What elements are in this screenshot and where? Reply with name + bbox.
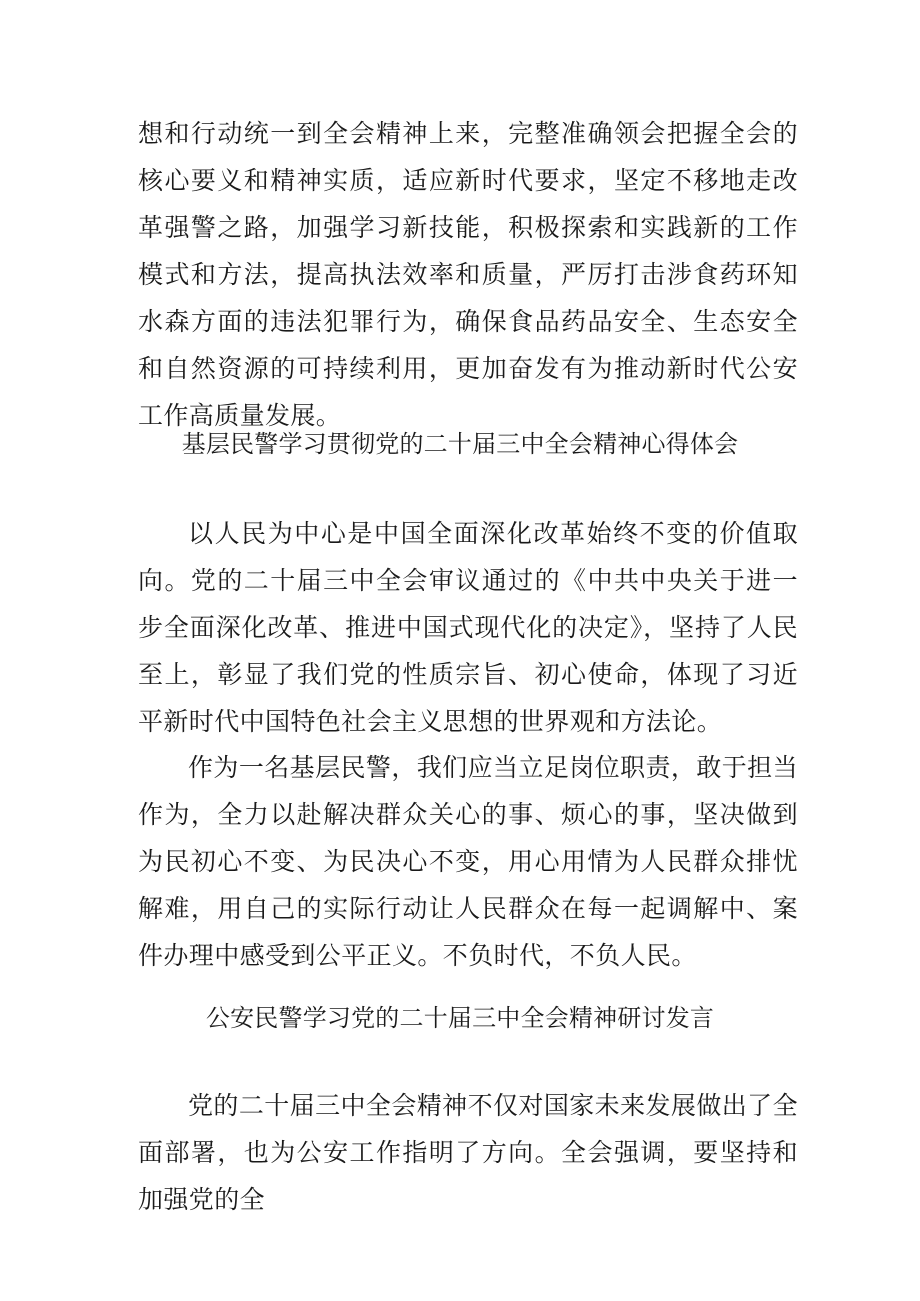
body-paragraph: 想和行动统一到全会精神上来，完整准确领会把握全会的核心要义和精神实质，适应新时代要求，坚定不移地走改革强警之路，加强学习新技能，积极探索和实践新的工作模式和方法，提高执法效率和质量，严厉打击涉食药环知水森方面的违法犯罪行为，确保食品药品安全、生态安全和自然资源的可持续利用，更加奋发有为推动新时代公安工作高质量发展。: [138, 119, 798, 430]
body-paragraph: 以人民为中心是中国全面深化改革始终不变的价值取向。党的二十届三中全会审议通过的《中共中央关于进一步全面深化改革、推进中国式现代化的决定》，坚持了人民至上，彰显了我们党的性质宗旨、初心使命，体现了习近平新时代中国特色社会主义思想的世界观和方法论。: [138, 519, 798, 736]
section-heading: 公安民警学习党的二十届三中全会精神研讨发言: [205, 1004, 715, 1032]
body-paragraph: 党的二十届三中全会精神不仅对国家未来发展做出了全面部署，也为公安工作指明了方向。全会强调，要坚持和加强党的全: [138, 1091, 798, 1214]
section-heading: 基层民警学习贯彻党的二十届三中全会精神心得体会: [181, 430, 739, 458]
body-paragraph: 作为一名基层民警，我们应当立足岗位职责，敢于担当作为，全力以赴解决群众关心的事、烦心的事，坚决做到为民初心不变、为民决心不变，用心用情为人民群众排忧解难，用自己的实际行动让人民群众在每一起调解中、案件办理中感受到公平正义。不负时代，不负人民。: [138, 753, 798, 970]
